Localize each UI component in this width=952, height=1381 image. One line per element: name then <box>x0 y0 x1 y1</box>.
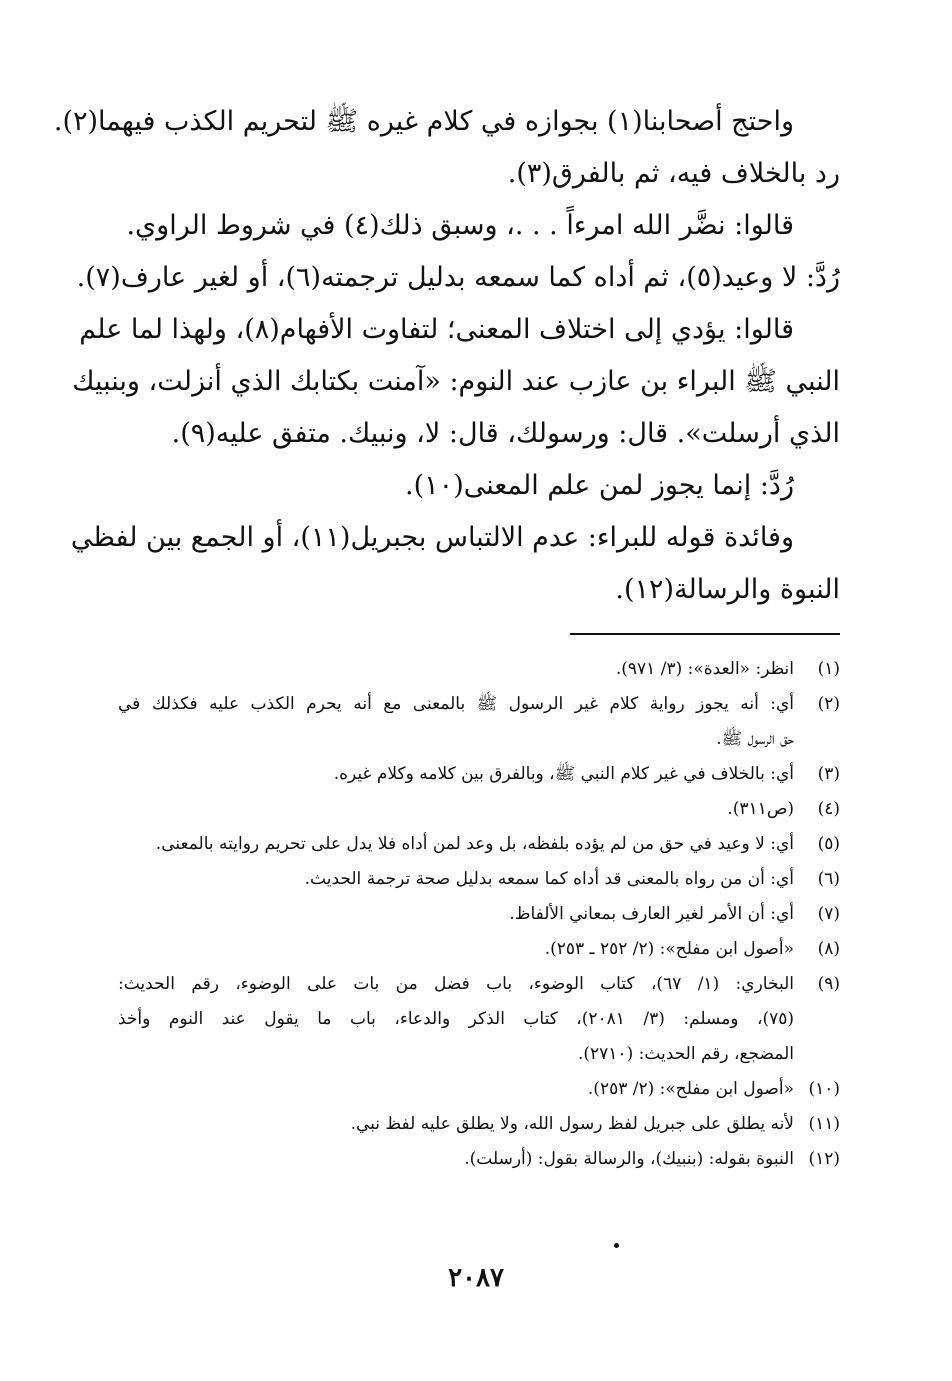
footnotes <box>118 652 840 1177</box>
footnote-text: المضجع، رقم الحديث: (٢٧١٠). <box>577 1044 794 1064</box>
footnote-text: النبوة بقوله: (بنبيك)، والرسالة بقول: (أرسلت). <box>464 1149 794 1169</box>
footnote-number: (٧) <box>817 904 840 924</box>
main-line: النبي ﷺ البراء بن عازب عند النوم: «آمنت بكتابك الذي أنزلت، وبنبيك <box>72 366 840 397</box>
footnote-number: (٨) <box>817 939 840 959</box>
footnote-10 <box>118 1072 840 1107</box>
footnote-text: لأنه يطلق على جبريل لفظ رسول الله، ولا يطلق عليه لفظ نبي. <box>350 1114 794 1134</box>
footnote-8 <box>118 932 840 967</box>
footnote-1 <box>118 652 840 687</box>
footnote-text: انظر: «العدة»: (٣/ ٩٧١). <box>615 659 794 679</box>
footnote-2 <box>118 687 840 757</box>
footnote-6 <box>118 862 840 897</box>
footnote-number: (٢) <box>817 694 840 714</box>
footnote-text: حق الرسول ﷺ. <box>716 729 794 749</box>
main-line: الذي أرسلت». قال: ورسولك، قال: لا، ونبيك. متفق عليه(٩). <box>171 418 840 449</box>
ink-dot <box>614 1243 619 1248</box>
footnote-12 <box>118 1142 840 1177</box>
footnote-4 <box>118 792 840 827</box>
main-line: النبوة والرسالة(١٢). <box>615 574 840 605</box>
footnote-number: (١٢) <box>808 1149 840 1169</box>
footnote-3 <box>118 757 840 792</box>
footnote-text: «أصول ابن مفلح»: (٢/ ٢٥٢ ـ ٢٥٣). <box>544 939 794 959</box>
footnote-text: «أصول ابن مفلح»: (٢/ ٢٥٣). <box>587 1079 794 1099</box>
main-line: قالوا: نضَّر الله امرءاً . . .، وسبق ذلك(٤) في شروط الراوي. <box>126 210 794 241</box>
footnote-7 <box>118 897 840 932</box>
footnote-text: (٧٥)، ومسلم: (٣/ ٢٠٨١)، كتاب الذكر والدعاء، باب ما يقول عند النوم وأخذ <box>118 1009 794 1029</box>
footnote-number: (٥) <box>817 834 840 854</box>
main-line: وفائدة قوله للبراء: عدم الالتباس بجبريل(١١)، أو الجمع بين لفظي <box>70 522 794 553</box>
footnote-number: (٦) <box>817 869 840 889</box>
footnote-text: أي: أنه يجوز رواية كلام غير الرسول ﷺ بالمعنى مع أنه يحرم الكذب عليه فكذلك في <box>118 694 794 714</box>
main-line: قالوا: يؤدي إلى اختلاف المعنى؛ لتفاوت الأفهام(٨)، ولهذا لما علم <box>79 314 794 345</box>
main-line: رُدَّ: لا وعيد(٥)، ثم أداه كما سمعه بدليل ترجمته(٦)، أو لغير عارف(٧). <box>76 262 840 293</box>
footnote-5 <box>118 827 840 862</box>
main-text <box>53 96 840 616</box>
footnote-9 <box>118 967 840 1072</box>
footnote-number: (٩) <box>817 974 840 994</box>
footnote-separator <box>570 633 840 635</box>
footnote-number: (١١) <box>808 1114 840 1134</box>
footnote-text: أي: أن من رواه بالمعنى قد أداه كما سمعه بدليل صحة ترجمة الحديث. <box>304 869 794 889</box>
footnote-text: أي: لا وعيد في حق من لم يؤده بلفظه، بل وعد لمن أداه فلا يدل على تحريم روايته بالمعنى. <box>155 834 794 854</box>
footnote-number: (٤) <box>817 799 840 819</box>
main-line: رد بالخلاف فيه، ثم بالفرق(٣). <box>507 158 840 189</box>
footnote-11 <box>118 1107 840 1142</box>
footnote-text: (ص٣١١). <box>727 799 794 819</box>
footnote-number: (٣) <box>817 764 840 784</box>
footnote-text: أي: بالخلاف في غير كلام النبي ﷺ، وبالفرق بين كلامه وكلام غيره. <box>333 764 794 784</box>
main-line: واحتج أصحابنا(١) بجوازه في كلام غيره ﷺ لتحريم الكذب فيهما(٢). <box>53 106 794 137</box>
main-line: رُدَّ: إنما يجوز لمن علم المعنى(١٠). <box>405 470 794 501</box>
footnote-text: أي: أن الأمر لغير العارف بمعاني الألفاظ. <box>509 904 794 924</box>
footnote-text: البخاري: (١/ ٦٧)، كتاب الوضوء، باب فضل من بات على الوضوء، رقم الحديث: <box>118 974 794 994</box>
footnote-number: (١) <box>817 659 840 679</box>
footnote-number: (١٠) <box>808 1079 840 1099</box>
page-number: ٢٠٨٧ <box>448 1263 504 1293</box>
